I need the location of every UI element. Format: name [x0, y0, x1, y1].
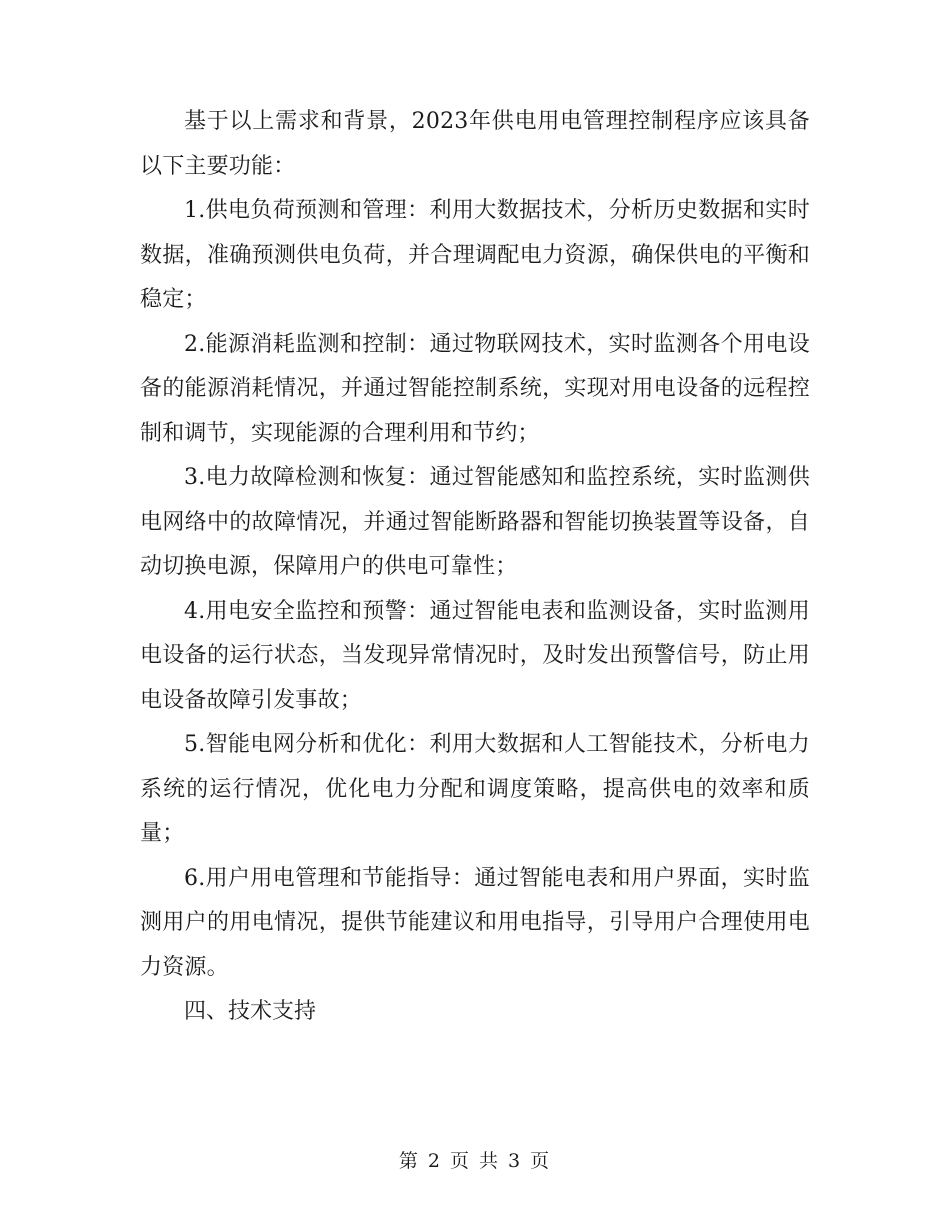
function-item-4: 4.用电安全监控和预警：通过智能电表和监测设备，实时监测用电设备的运行状态，当发现异常情况时，及时发出预警信号，防止用电设备故障引发事故；: [140, 598, 810, 713]
intro-paragraph: 基于以上需求和背景，2023年供电用电管理控制程序应该具备以下主要功能：: [140, 109, 810, 179]
function-item-2: 2.能源消耗监测和控制：通过物联网技术，实时监测各个用电设备的能源消耗情况，并通过智能控制系统，实现对用电设备的远程控制和调节，实现能源的合理利用和节约；: [140, 331, 810, 446]
function-item-5: 5.智能电网分析和优化：利用大数据和人工智能技术，分析电力系统的运行情况，优化电力分配和调度策略，提高供电的效率和质量；: [140, 732, 810, 846]
function-item-3: 3.电力故障检测和恢复：通过智能感知和监控系统，实时监测供电网络中的故障情况，并通过智能断路器和智能切换装置等设备，自动切换电源，保障用户的供电可靠性；: [140, 465, 810, 579]
function-item-1: 1.供电负荷预测和管理：利用大数据技术，分析历史数据和实时数据，准确预测供电负荷，并合理调配电力资源，确保供电的平衡和稳定；: [140, 198, 810, 312]
document-body: [140, 100, 810, 1035]
function-item-6: 6.用户用电管理和节能指导：通过智能电表和用户界面，实时监测用户的用电情况，提供节能建议和用电指导，引导用户合理使用电力资源。: [140, 865, 810, 980]
section-heading: 四、技术支持: [184, 999, 317, 1024]
page-number-footer: 第 2 页 共 3 页: [398, 1150, 552, 1172]
